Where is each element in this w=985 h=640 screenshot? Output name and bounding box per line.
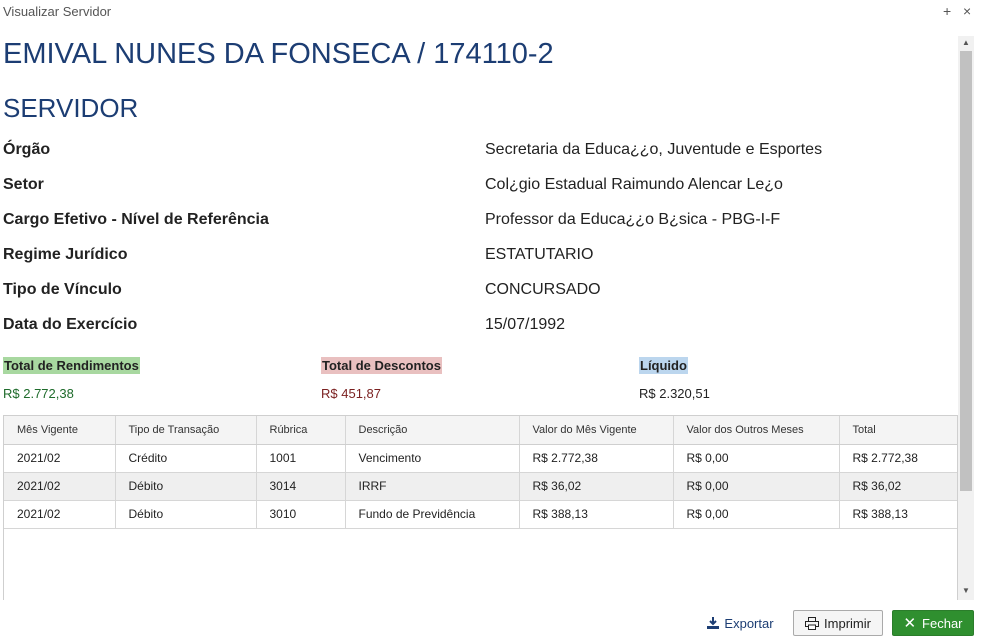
dialog-footer — [0, 600, 985, 640]
table-cell: Débito — [115, 500, 256, 528]
download-icon — [706, 616, 720, 630]
info-value: ESTATUTARIO — [485, 246, 594, 263]
total-liquido — [639, 357, 710, 401]
info-row-vinculo — [3, 281, 953, 303]
total-descontos-label: Total de Descontos — [322, 358, 441, 373]
scroll-up-arrow-icon[interactable]: ▲ — [962, 38, 970, 47]
fechar-label: Fechar — [922, 615, 963, 631]
close-icon: ✕ — [903, 615, 917, 632]
column-header-mes[interactable]: Mês Vigente — [4, 416, 115, 444]
info-row-orgao — [3, 141, 953, 163]
table-cell: Vencimento — [345, 444, 519, 472]
table-cell: Fundo de Previdência — [345, 500, 519, 528]
info-label: Cargo Efetivo - Nível de Referência — [3, 211, 269, 228]
table-cell: R$ 2.772,38 — [839, 444, 957, 472]
scroll-down-arrow-icon[interactable]: ▼ — [962, 586, 970, 595]
table-row[interactable] — [4, 444, 957, 472]
column-header-tipo[interactable]: Tipo de Transação — [115, 416, 256, 444]
table-cell: R$ 0,00 — [673, 444, 839, 472]
total-descontos-value: R$ 451,87 — [321, 386, 381, 401]
info-row-regime — [3, 246, 953, 268]
info-value: Professor da Educa¿¿o B¿sica - PBG-I-F — [485, 211, 781, 228]
window-title: Visualizar Servidor — [3, 4, 112, 19]
printer-icon — [805, 617, 819, 630]
table-row[interactable] — [4, 500, 957, 528]
table-cell: R$ 0,00 — [673, 472, 839, 500]
table-cell: 1001 — [256, 444, 345, 472]
table-cell: R$ 36,02 — [519, 472, 673, 500]
column-header-descricao[interactable]: Descrição — [345, 416, 519, 444]
imprimir-label: Imprimir — [824, 615, 871, 631]
table-cell: R$ 2.772,38 — [519, 444, 673, 472]
info-value: Col¿gio Estadual Raimundo Alencar Le¿o — [485, 176, 783, 193]
column-header-total[interactable]: Total — [839, 416, 957, 444]
info-row-cargo — [3, 211, 953, 233]
scrollbar-thumb[interactable] — [960, 51, 972, 491]
section-title: SERVIDOR — [3, 93, 139, 123]
total-rendimentos — [3, 357, 140, 401]
info-value: CONCURSADO — [485, 281, 601, 298]
total-liquido-value: R$ 2.320,51 — [639, 386, 710, 401]
table-cell: R$ 0,00 — [673, 500, 839, 528]
window-titlebar — [0, 0, 985, 24]
table-cell: 3014 — [256, 472, 345, 500]
table-cell: 3010 — [256, 500, 345, 528]
total-rendimentos-value: R$ 2.772,38 — [3, 386, 74, 401]
table-cell: Crédito — [115, 444, 256, 472]
info-label: Órgão — [3, 141, 51, 158]
employee-name: EMIVAL NUNES DA FONSECA / 174110-2 — [3, 38, 554, 70]
info-value: Secretaria da Educa¿¿o, Juventude e Esportes — [485, 141, 823, 158]
exportar-label: Exportar — [724, 615, 774, 631]
table-cell: Débito — [115, 472, 256, 500]
column-header-valor-mes[interactable]: Valor do Mês Vigente — [519, 416, 673, 444]
column-header-rubrica[interactable]: Rúbrica — [256, 416, 345, 444]
table-cell: R$ 388,13 — [839, 500, 957, 528]
table-cell: R$ 36,02 — [839, 472, 957, 500]
total-rendimentos-label: Total de Rendimentos — [4, 358, 139, 373]
table-row[interactable] — [4, 472, 957, 500]
table-cell: 2021/02 — [4, 444, 115, 472]
table-cell: R$ 388,13 — [519, 500, 673, 528]
table-header-row — [4, 416, 957, 444]
info-label: Regime Jurídico — [3, 246, 128, 263]
info-label: Setor — [3, 176, 44, 193]
total-descontos — [321, 357, 442, 401]
fechar-button[interactable] — [892, 610, 974, 636]
exportar-button[interactable] — [704, 610, 776, 636]
info-row-exercicio — [3, 316, 953, 338]
table-cell: IRRF — [345, 472, 519, 500]
total-liquido-label: Líquido — [640, 358, 687, 373]
table-cell: 2021/02 — [4, 472, 115, 500]
info-value: 15/07/1992 — [485, 316, 566, 333]
transactions-table — [3, 415, 958, 600]
info-label: Tipo de Vínculo — [3, 281, 122, 298]
dialog-content — [0, 24, 958, 600]
maximize-icon[interactable]: + — [943, 3, 952, 19]
table-cell: 2021/02 — [4, 500, 115, 528]
close-icon[interactable]: × — [963, 3, 972, 19]
info-row-setor — [3, 176, 953, 198]
column-header-valor-outros[interactable]: Valor dos Outros Meses — [673, 416, 839, 444]
info-label: Data do Exercício — [3, 316, 138, 333]
imprimir-button[interactable] — [793, 610, 883, 636]
